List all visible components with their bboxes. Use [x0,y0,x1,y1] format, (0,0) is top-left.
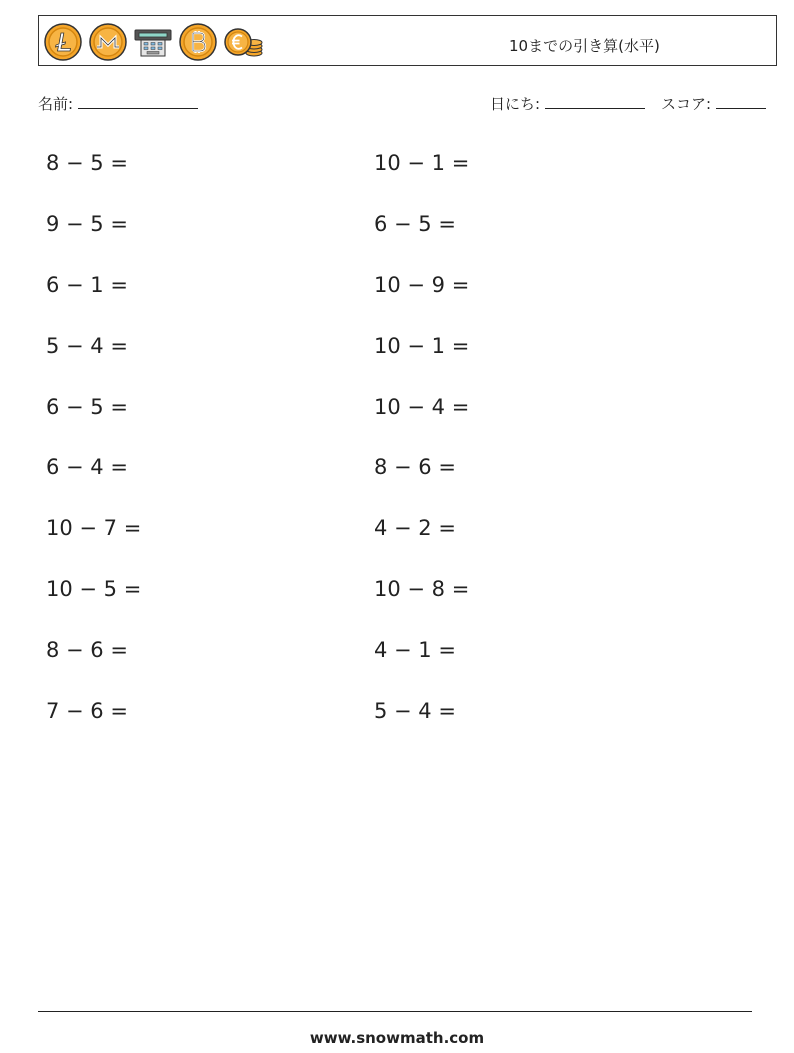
worksheet-title: 10までの引き算(水平) [509,37,660,55]
date-field [490,93,645,114]
problem-left-7: 10 − 7 = [46,516,142,540]
euro-coins-stack-icon [223,22,263,62]
problem-right-5: 10 − 4 = [374,395,470,419]
name-blank[interactable] [78,94,198,109]
problem-left-10: 7 − 6 = [46,699,128,723]
problem-right-1: 10 − 1 = [374,151,470,175]
problem-right-3: 10 − 9 = [374,273,470,297]
problem-right-7: 4 − 2 = [374,516,456,540]
problem-right-8: 10 − 8 = [374,577,470,601]
footer-site: www.snowmath.com [309,1029,485,1047]
problem-left-5: 6 − 5 = [46,395,128,419]
header-icons [43,22,268,62]
score-blank[interactable] [716,94,766,109]
footer-divider [38,1011,752,1012]
monero-coin-icon [88,22,128,62]
problem-left-3: 6 − 1 = [46,273,128,297]
bitcoin-coin-icon [178,22,218,62]
problem-right-9: 4 − 1 = [374,638,456,662]
name-label: 名前: [38,95,74,113]
problem-right-6: 8 − 6 = [374,455,456,479]
problem-right-4: 10 − 1 = [374,334,470,358]
problem-right-2: 6 − 5 = [374,212,456,236]
problem-left-6: 6 − 4 = [46,455,128,479]
name-field [38,93,198,114]
atm-machine-icon [133,22,173,62]
score-label: スコア: [661,95,712,113]
score-field [661,93,766,114]
worksheet-header [38,15,777,66]
problem-left-9: 8 − 6 = [46,638,128,662]
problem-left-4: 5 − 4 = [46,334,128,358]
date-label: 日にち: [490,95,541,113]
problem-right-10: 5 − 4 = [374,699,456,723]
date-blank[interactable] [545,94,645,109]
litecoin-coin-icon [43,22,83,62]
problem-left-2: 9 − 5 = [46,212,128,236]
problem-left-1: 8 − 5 = [46,151,128,175]
problem-left-8: 10 − 5 = [46,577,142,601]
